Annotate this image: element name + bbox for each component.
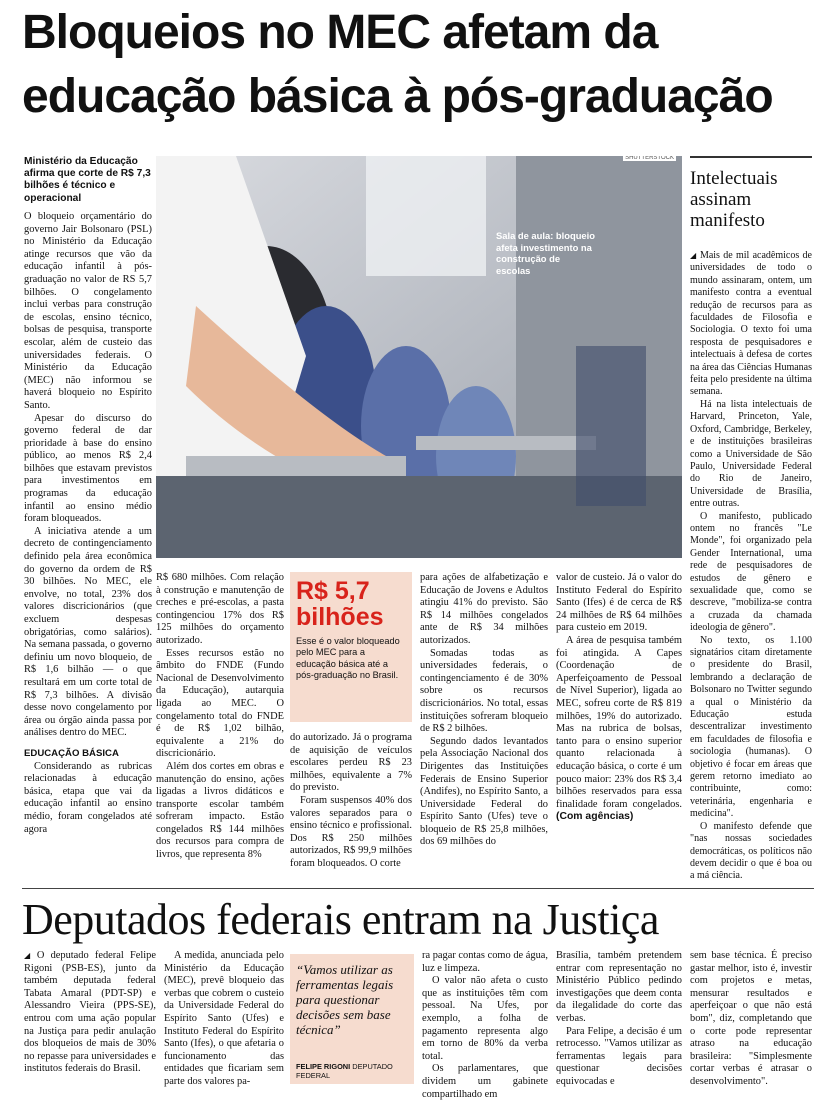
- credit: (Com agências): [556, 811, 634, 823]
- paragraph: A iniciativa atende a um decreto de contingenciamento definido pela área econômica do governo da ordem de R$ 30 bilhões. No MEC, ele envolve, no total, 23% dos valores discricionários (que excluem despesas obrigatórias, como salários). Na semana passada, o governo definiu um novo bloqueio, de R$ 1,6 bilhão — o que resultará em um corte total de R$ 7,3 bilhões. A divisão desse novo congelamento por área ou órgão ainda passa por análises dentro do MEC.: [24, 525, 152, 739]
- highlight-text: Esse é o valor bloqueado pelo MEC para a educação básica até a pós-graduação no Brasil.: [296, 636, 400, 681]
- highlight-box: [290, 572, 412, 722]
- paragraph: ◢ O deputado federal Felipe Rigoni (PSB-ES), junto da também deputada federal Tabata Amaral (PDT-SP) e Alessandro Vieira (PPS-SE), entrou com uma ação popular na Justiça para pedir anulação dos bloqueios de mais de 30% no repasse para universidades e institutos federais do Brasil.: [24, 950, 156, 1075]
- paragraph: sem base técnica. É preciso gastar melhor, isto é, investir com projetos e metas, mensurar resultados e aperfeiçoar o que não está bom", diz, completando que o corte pode representar atraso na educação brasileira: "Simplesmente cortar verbas é atrasar o desenvolvimento".: [690, 950, 812, 1087]
- classroom-photo: [156, 156, 682, 558]
- paragraph: O valor não afeta o custo que as instituições têm com pessoal. Na Ufes, por exemplo, a folha de pagamento representa algo em torno de 80% da verba total.: [422, 975, 548, 1062]
- paragraph: do autorizado. Já o programa de aquisição de veículos escolares perdeu R$ 23 milhões, equivalente a 7% do previsto.: [290, 732, 412, 794]
- paragraph: ra pagar contas como de água, luz e limpeza.: [422, 950, 548, 974]
- paragraph: Foram suspensos 40% dos valores separados para o ensino técnico e profissional. Dos R$ 250 milhões autorizados, R$ 99,9 milhões foram bloqueados. O corte: [290, 794, 412, 869]
- paragraph: R$ 680 milhões. Com relação à construção e manutenção de creches e pré-escolas, a pasta contingenciou 17% dos R$ 125 milhões do orçamento autorizado.: [156, 572, 284, 646]
- sidebar-paragraph: ◢ Mais de mil acadêmicos de universidades de todo o mundo assinaram, ontem, um manifesto contra a eventual redução de recursos para as faculdades de Filosofia e Sociologia. O texto foi uma resposta de pesquisadores e intelectuais à defesa de cortes na área das Ciências Humanas feita pelo presidente na última semana.: [690, 250, 812, 398]
- bottom-column-2: [164, 950, 284, 1089]
- article-column-1: [24, 211, 152, 836]
- sidebar-paragraph: O manifesto defende que "nas nossas sociedades democráticas, os políticos não devem decidir o que é boa ou a má ciência.: [690, 820, 812, 882]
- paragraph: A medida, anunciada pelo Ministério da Educação (MEC), prevê bloqueio das verbas que cobrem o custeio da Universidade Federal do Espírito Santo (Ufes) e Instituto Federal do Espírito Santo (Ifes), o que afetaria o funcionamento das entidades que ficariam sem parte dos valores pa-: [164, 950, 284, 1087]
- sidebar-rule: [690, 156, 812, 158]
- paragraph: O bloqueio orçamentário do governo Jair Bolsonaro (PSL) no Ministério da Educação atinge recursos que vão da educação infantil à pós-graduação no valor de RS 5,7 bilhões. O congelamento inclui verbas para construção de escolas, ensino técnico, bolsas de pesquisa, transporte escolar, além de custeio das universidades federais. O Ministério da Educação (MEC) não informou se haverá bloqueio no Espírito Santo.: [24, 211, 152, 411]
- paragraph: para ações de alfabetização e Educação de Jovens e Adultos atingiu 41% do previsto. São R$ 14 milhões congelados ante de R$ 34 milhões autorizados.: [420, 572, 548, 646]
- sidebar-paragraph: No texto, os 1.100 signatários citam diretamente o presidente do Brasil, lembrando a declaração de Bolsonaro no Twitter segundo a qual o Ministério da Educação estuda descentralizar investimento em faculdades de filosofia e sociologia (humanas). O objetivo é focar em áreas que gerem retorno imediato ao contribuinte, como: veterinária, engenharia e medicina".: [690, 634, 812, 820]
- paragraph: A área de pesquisa também foi atingida. A Capes (Coordenação de Aperfeiçoamento de Pessoal de Nível Superior), ligada ao MEC, sofreu corte de R$ 819 milhões, 19% do autorizado. Mas na rubrica de bolsas, tanto para o ensino superior quanto relacionada à educação básica, o corte é um pouco maior: 23% dos R$ 3,4 bilhões reservados para essa finalidade foram congelados. (Com agências): [556, 634, 682, 823]
- headline-2: Deputados federais entram na Justiça: [22, 895, 659, 944]
- lead-text: Ministério da Educação afirma que corte de R$ 7,3 bilhões é técnico e operacional: [24, 156, 151, 204]
- headline-line-1: Bloqueios no MEC afetam da: [22, 6, 658, 59]
- sidebar-body: [690, 250, 812, 883]
- sidebar-paragraph: Há na lista intelectuais de Harvard, Princeton, Yale, Oxford, Cambridge, Berkeley, e de instituições brasileiras como a Universidade de São Paulo, Universidade Federal do Rio de Janeiro, Universidade de Brasília, entre outras.: [690, 398, 812, 510]
- bottom-column-4: [556, 950, 682, 1089]
- triangle-icon: ◢: [24, 951, 34, 960]
- highlight-value: R$ 5,7 bilhões: [296, 577, 384, 631]
- paragraph: Considerando as rubricas relacionadas à educação básica, etapa que vai da educação infantil ao ensino médio, foram congelados até agora: [24, 760, 152, 835]
- paragraph: Apesar do discurso do governo federal de dar prioridade à base do ensino público, ao menos R$ 2,4 bilhões que estavam previstos para investimentos em programas da educação infantil ao ensino médio foram bloqueados.: [24, 412, 152, 525]
- quote-text: “Vamos utilizar as ferramentas legais para questionar decisões sem base técnica”: [296, 962, 394, 1037]
- article-column-4: [420, 572, 548, 849]
- paragraph: Segundo dados levantados pela Associação Nacional dos Dirigentes das Instituições Federais de Ensino Superior (Andifes), no Espírito Santo, a Universidade Federal do Espírito Santo (Ufes) teve o bloqueio de R$ 25,8 milhões, dos 69 milhões do: [420, 735, 548, 848]
- paragraph: Os parlamentares, que dividem um gabinete compartilhado em: [422, 1063, 548, 1100]
- article-column-5: [556, 572, 682, 824]
- paragraph: Somadas todas as universidades federais, o contingenciamento é de 30% sobre os recursos discricionários. No total, essas instituições sofreram bloqueio de R$ 2 bilhões.: [420, 647, 548, 735]
- bottom-column-3: [422, 950, 548, 1101]
- paragraph: Brasília, também pretendem entrar com representação no Ministério Público pedindo investigações que deem conta da ilegalidade do corte das verbas.: [556, 950, 682, 1024]
- bottom-column-1: [24, 950, 156, 1076]
- triangle-icon: ◢: [690, 251, 697, 260]
- article-column-3: [290, 732, 412, 871]
- paragraph: Além dos cortes em obras e manutenção do ensino, ações ligadas a livros didáticos e transporte escolar também sofreram impacto. Estão congelados R$ 144 milhões dos recursos para compra de livros, que representa 8%: [156, 760, 284, 861]
- paragraph: Para Felipe, a decisão é um retrocesso. "Vamos utilizar as ferramentas legais para questionar decisões equivocadas e: [556, 1025, 682, 1087]
- quote-attribution: FELIPE RIGONI DEPUTADO FEDERAL: [296, 1062, 393, 1080]
- article-column-2: [156, 572, 284, 862]
- sidebar-title: Intelectuais assinam manifesto: [690, 168, 778, 231]
- bottom-column-5: [690, 950, 812, 1089]
- quote-box: [290, 954, 414, 1084]
- photo-credit: SHUTTERSTOCK: [625, 156, 674, 161]
- subhead: EDUCAÇÃO BÁSICA: [24, 747, 119, 759]
- classroom-photo-image: [156, 156, 682, 558]
- headline-line-2: educação básica à pós-graduação: [22, 70, 773, 123]
- section-divider: [22, 888, 814, 889]
- photo-caption: Sala de aula: bloqueio afeta investimento na construção de escolas: [496, 230, 595, 276]
- sidebar-paragraph: O manifesto, publicado ontem no francês "Le Monde", foi organizado pela Gender International, uma rede de pesquisadores de estudos de gênero e sexualidade que, como se descreve, "mobiliza-se contra a cruzada da chamada ideologia de gênero".: [690, 510, 812, 634]
- paragraph: Esses recursos estão no âmbito do FNDE (Fundo Nacional de Desenvolvimento da Educação), autarquia ligada ao MEC. O congelamento total do FNDE é de R$ 1,02 bilhão, equivalente a 21% do discricionário.: [156, 647, 284, 760]
- paragraph: valor de custeio. Já o valor do Instituto Federal do Espírito Santo (Ifes) é de cerca de R$ 24 milhões de R$ 64 milhões para custeio em 2019.: [556, 572, 682, 634]
